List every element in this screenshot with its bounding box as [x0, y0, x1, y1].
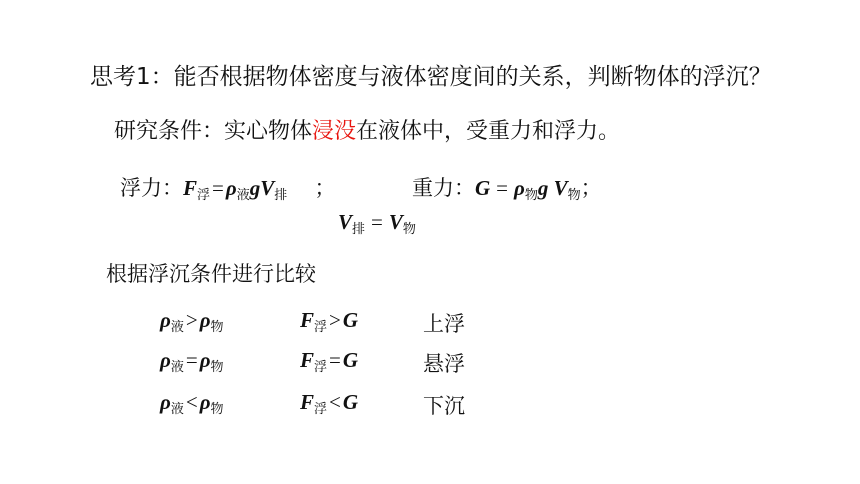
buoyancy-formula: 浮力：$F_浮=\rho_液gV_排$ ；	[120, 176, 336, 203]
density-compare-2: $\rho_液=\rho_物$	[160, 348, 224, 375]
result-3: 下沉	[423, 394, 465, 418]
question-text: 思考1：能否根据物体密度与液体密度间的关系，判断物体的浮沉？	[90, 64, 772, 90]
condition-highlight: 浸没	[312, 119, 357, 144]
force-compare-3: $F_浮<G$	[300, 390, 359, 417]
research-condition	[114, 114, 620, 145]
result-2: 悬浮	[423, 352, 465, 376]
condition-suffix: 在液体中，受重力和浮力。	[356, 119, 621, 144]
gravity-formula: 重力：$G = \rho_物g$ $V_物$；	[412, 176, 602, 203]
gravity-label: 重力：	[412, 176, 475, 200]
condition-prefix: 研究条件：实心物体	[114, 119, 313, 144]
force-compare-1: $F_浮>G$	[300, 308, 359, 335]
force-compare-2: $F_浮=G$	[300, 348, 359, 375]
compare-title: 根据浮沉条件进行比较	[106, 262, 316, 286]
volume-equation: $V_排 = V_物$	[338, 210, 416, 237]
buoyancy-label: 浮力：	[120, 176, 183, 200]
density-compare-3: $\rho_液<\rho_物$	[160, 390, 224, 417]
result-1: 上浮	[423, 312, 465, 336]
density-compare-1: $\rho_液>\rho_物$	[160, 308, 224, 335]
